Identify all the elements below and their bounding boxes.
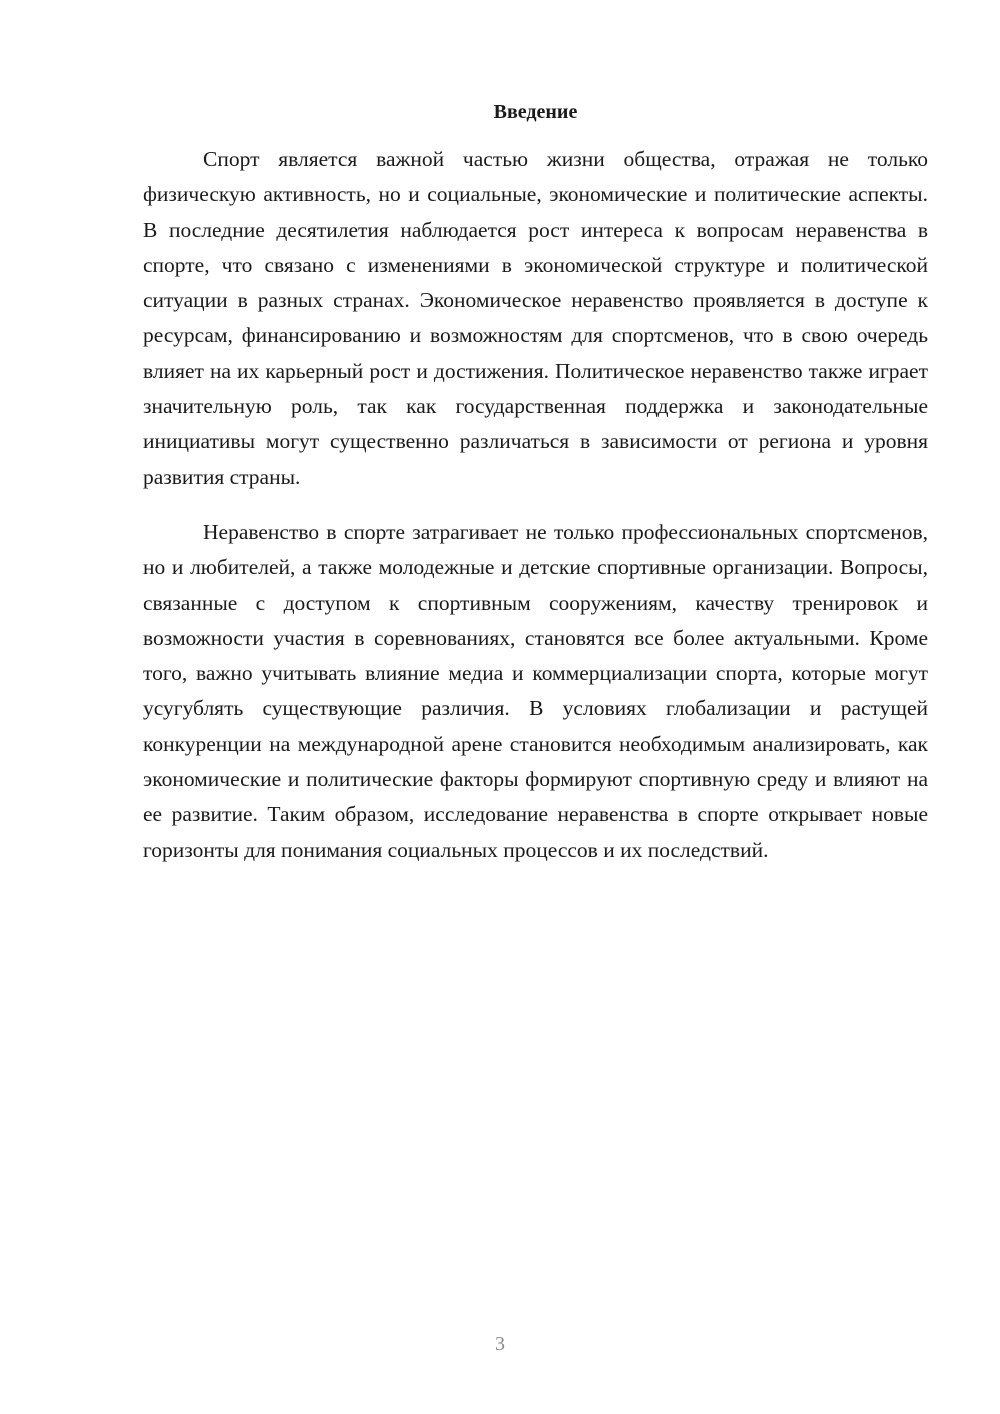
paragraph-1: Спорт является важной частью жизни общества, отражая не только физическую активность, но и социальные, экономические и политические аспекты. В последние десятилетия наблюдается рост интереса к вопросам неравенства в спорте, что связано с изменениями в экономической структуре и политической ситуации в разных странах. Экономическое неравенство проявляется в доступе к ресурсам, финансированию и возможностям для спортсменов, что в свою очередь влияет на их карьерный рост и достижения. Политическое неравенство также играет значительную роль, так как государственная поддержка и законодательные инициативы могут существенно различаться в зависимости от региона и уровня развития страны. (143, 147, 928, 489)
page-number: 3 (495, 1333, 505, 1355)
body-text (143, 142, 928, 868)
section-title: Введение (493, 101, 578, 123)
paragraph-2: Неравенство в спорте затрагивает не только профессиональных спортсменов, но и любителей, а также молодежные и детские спортивные организации. Вопросы, связанные с доступом к спортивным сооружениям, качеству тренировок и возможности участия в соревнованиях, становятся все более актуальными. Кроме того, важно учитывать влияние медиа и коммерциализации спорта, которые могут усугублять существующие различия. В условиях глобализации и растущей конкуренции на международной арене становится необходимым анализировать, как экономические и политические факторы формируют спортивную среду и влияют на ее развитие. Таким образом, исследование неравенства в спорте открывает новые горизонты для понимания социальных процессов и их последствий. (143, 519, 928, 862)
